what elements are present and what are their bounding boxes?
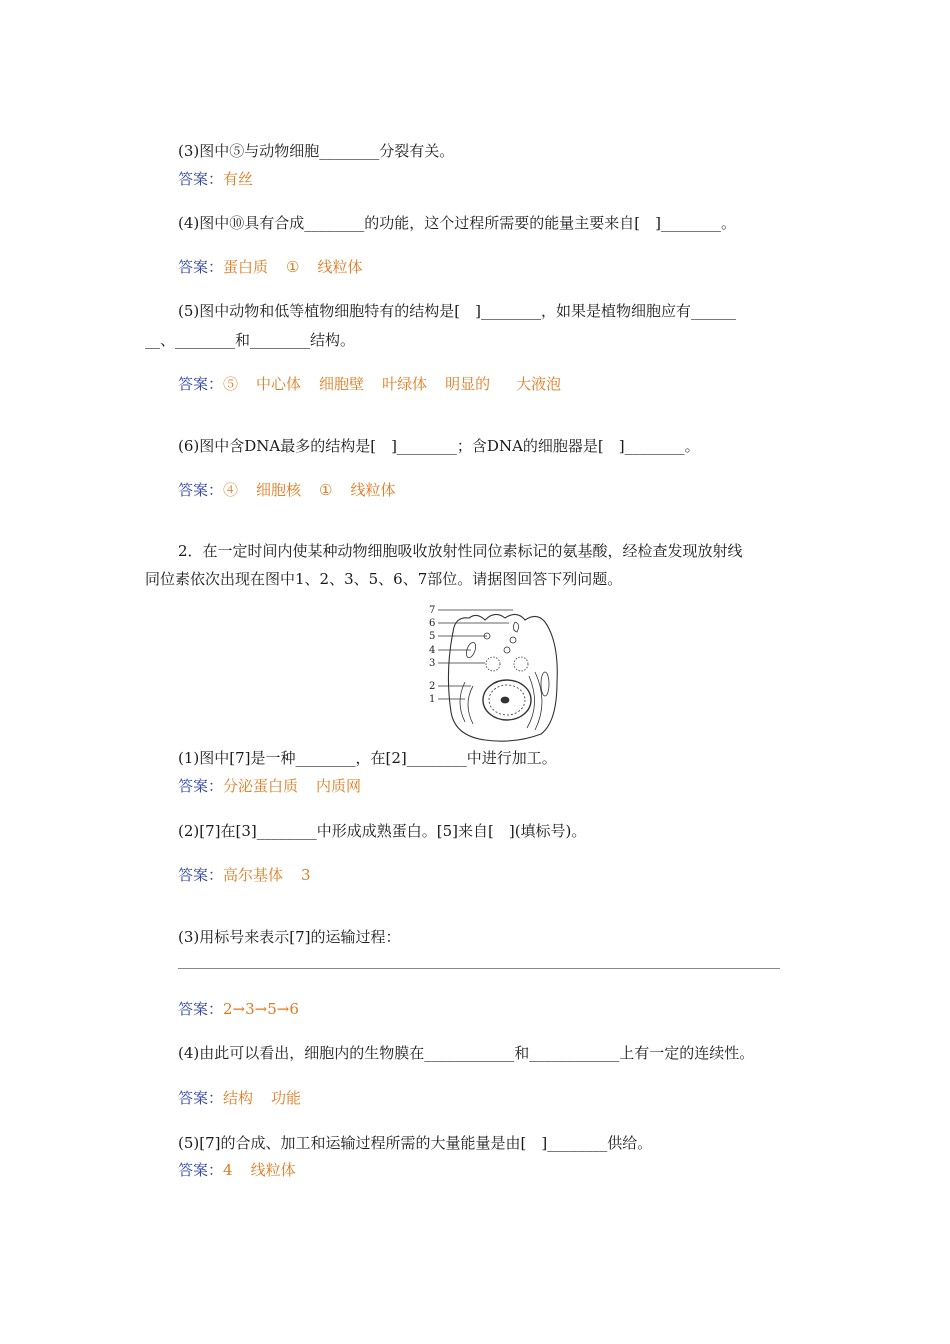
answer-2-2 (178, 864, 311, 885)
answer-value: ① (319, 481, 333, 499)
answer-value: 2→3→5→6 (223, 1000, 299, 1018)
answer-label: 答案： (178, 258, 224, 276)
answer-value: 明显的 (445, 375, 491, 393)
answer-label: 答案： (178, 170, 224, 188)
cell-diagram (425, 602, 565, 744)
label-3: 3 (429, 658, 436, 669)
label-1: 1 (429, 694, 436, 705)
answer-label: 答案： (178, 1000, 224, 1018)
answer-label: 答案： (178, 1089, 224, 1107)
question-2-2: (2)[7]在[3]________中形成成熟蛋白。[5]来自[ ](填标号)。 (178, 822, 587, 840)
question-5-cont: __、________和________结构。 (145, 331, 356, 349)
answer-label: 答案： (178, 866, 224, 884)
question-2-5: (5)[7]的合成、加工和运输过程所需的大量能量是由[ ]________供给。 (178, 1134, 653, 1152)
answer-2-1 (178, 775, 361, 796)
answer-value: 3 (301, 866, 311, 884)
answer-value: 4 (223, 1161, 233, 1179)
label-5: 5 (429, 631, 436, 642)
answer-value: 线粒体 (250, 1161, 296, 1179)
answer-5 (178, 373, 561, 394)
answer-value: 分泌蛋白质 (223, 777, 299, 795)
answer-label: 答案： (178, 375, 224, 393)
question-6: (6)图中含DNA最多的结构是[ ]________；含DNA的细胞器是[ ]________。 (178, 437, 700, 455)
answer-2-5 (178, 1159, 296, 1180)
answer-6 (178, 479, 396, 500)
question-2-3: (3)用标号来表示[7]的运输过程： (178, 928, 401, 946)
question-3: (3)图中⑤与动物细胞________分裂有关。 (178, 142, 455, 160)
answer-value: ① (286, 258, 300, 276)
answer-4 (178, 256, 363, 277)
answer-2-3 (178, 998, 299, 1019)
answer-value: 叶绿体 (382, 375, 428, 393)
question-5: (5)图中动物和低等植物细胞特有的结构是[ ]________，如果是植物细胞应有______ (178, 302, 736, 320)
answer-value: ④ (223, 481, 239, 499)
answer-value: 细胞核 (256, 481, 302, 499)
answer-value: 线粒体 (350, 481, 396, 499)
answer-label: 答案： (178, 481, 224, 499)
label-7: 7 (429, 605, 436, 616)
question-2-1: (1)图中[7]是一种________，在[2]________中进行加工。 (178, 749, 557, 767)
answer-label: 答案： (178, 1161, 224, 1179)
answer-2-4 (178, 1087, 301, 1108)
label-6: 6 (429, 618, 436, 629)
answer-value: 蛋白质 (223, 258, 269, 276)
answer-value: 内质网 (316, 777, 362, 795)
answer-value: ⑤ (223, 375, 239, 393)
answer-value: 细胞壁 (319, 375, 365, 393)
question-4: (4)图中⑩具有合成________的功能，这个过程所需要的能量主要来自[ ]________。 (178, 214, 736, 232)
answer-3 (178, 168, 253, 189)
answer-label: 答案： (178, 777, 224, 795)
answer-value: 中心体 (256, 375, 302, 393)
answer-value: 高尔基体 (223, 866, 284, 884)
problem-2-stem: 2．在一定时间内使某种动物细胞吸收放射性同位素标记的氨基酸，经检查发现放射线 (178, 542, 743, 560)
answer-value: 有丝 (223, 170, 254, 188)
label-4: 4 (429, 645, 436, 656)
label-2: 2 (429, 681, 436, 692)
answer-value: 大液泡 (516, 375, 562, 393)
problem-2-stem-cont: 同位素依次出现在图中1、2、3、5、6、7部位。请据图回答下列问题。 (145, 570, 623, 588)
answer-value: 线粒体 (317, 258, 363, 276)
answer-value: 结构 (223, 1089, 254, 1107)
question-2-4: (4)由此可以看出，细胞内的生物膜在____________和____________上有一定的连续性。 (178, 1044, 755, 1062)
answer-value: 功能 (271, 1089, 302, 1107)
answer-blank-line (178, 968, 780, 969)
